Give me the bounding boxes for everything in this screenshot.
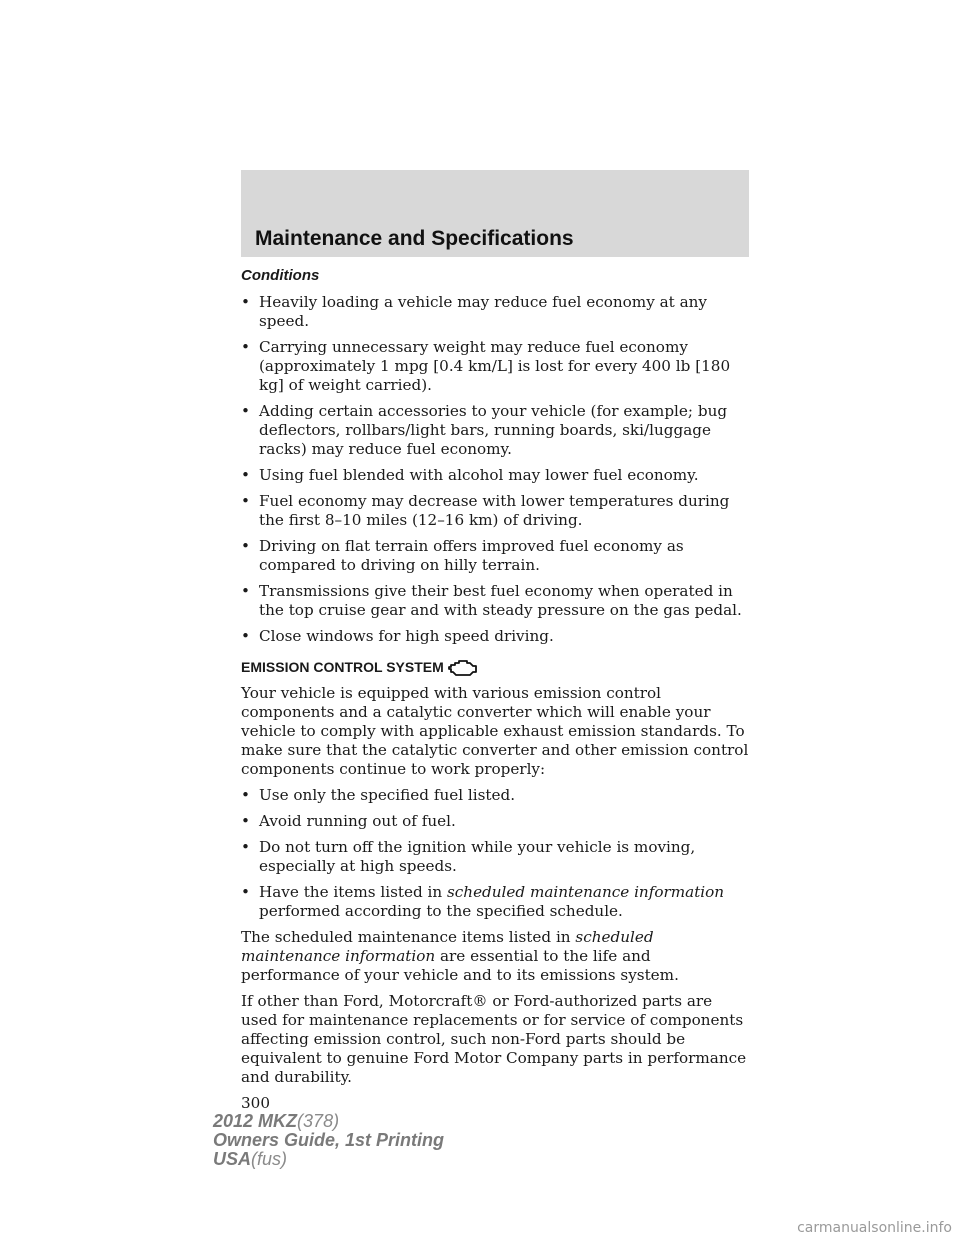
- bullet-icon: •: [241, 293, 250, 311]
- conditions-list: [241, 293, 751, 646]
- page-number: 300: [241, 1094, 270, 1112]
- print-footer: 2012 MKZ(378) Owners Guide, 1st Printing USA(fus): [213, 1111, 445, 1169]
- bullet-icon: •: [241, 402, 250, 420]
- list-item: • Use only the specified fuel listed.: [241, 786, 516, 804]
- conditions-heading: Conditions: [241, 267, 320, 284]
- emission-list: [241, 786, 751, 921]
- bullet-icon: •: [241, 537, 250, 555]
- emission-intro: Your vehicle is equipped with various emission control components and a catalytic converter which will enable your vehicle to comply with applicable exhaust emission standards. To make sure that the catalytic converter and other emission control components continue to work properly:: [241, 684, 749, 778]
- emission-heading: EMISSION CONTROL SYSTEM: [241, 658, 751, 677]
- bullet-icon: •: [241, 883, 250, 901]
- bullet-icon: •: [241, 627, 250, 645]
- list-item: • Driving on flat terrain offers improved fuel economy as compared to driving on hilly terrain.: [241, 537, 684, 574]
- list-item: • Using fuel blended with alcohol may lower fuel economy.: [241, 466, 699, 484]
- section-title: Maintenance and Specifications: [255, 227, 574, 250]
- emission-paragraph: The scheduled maintenance items listed in scheduled maintenance information are essential to the life and performance of your vehicle and to its emissions system.: [241, 928, 679, 984]
- bullet-icon: •: [241, 786, 250, 804]
- page-content: [241, 266, 751, 1113]
- section-header: [241, 170, 749, 257]
- bullet-icon: •: [241, 338, 250, 356]
- list-item: • Fuel economy may decrease with lower temperatures during the first 8–10 miles (12–16 km) of driving.: [241, 492, 730, 529]
- check-engine-icon: [447, 659, 479, 677]
- emission-paragraph-parts: If other than Ford, Motorcraft® or Ford-authorized parts are used for maintenance replacements or for service of components affecting emission control, such non-Ford parts should be equivalent to genuine Ford Motor Company parts in performance and durability.: [241, 992, 747, 1086]
- reference-link: scheduled maintenance information: [241, 928, 654, 965]
- watermark: carmanualsonline.info: [797, 1220, 952, 1236]
- list-item: • Have the items listed in scheduled maintenance information performed according to the specified schedule.: [241, 883, 725, 920]
- reference-link: scheduled maintenance information: [446, 883, 725, 901]
- list-item: • Carrying unnecessary weight may reduce fuel economy (approximately 1 mpg [0.4 km/L] is lost for every 400 lb [180 kg] of weight carried).: [241, 338, 731, 394]
- bullet-icon: •: [241, 492, 250, 510]
- list-item: • Transmissions give their best fuel economy when operated in the top cruise gear and with steady pressure on the gas pedal.: [241, 582, 742, 619]
- list-item: • Close windows for high speed driving.: [241, 627, 554, 645]
- list-item: • Heavily loading a vehicle may reduce fuel economy at any speed.: [241, 293, 708, 330]
- bullet-icon: •: [241, 466, 250, 484]
- bullet-icon: •: [241, 582, 250, 600]
- list-item: • Avoid running out of fuel.: [241, 812, 456, 830]
- bullet-icon: •: [241, 812, 250, 830]
- bullet-icon: •: [241, 838, 250, 856]
- list-item: • Adding certain accessories to your vehicle (for example; bug deflectors, rollbars/light bars, running boards, ski/luggage racks) may reduce fuel economy.: [241, 402, 728, 458]
- list-item: • Do not turn off the ignition while your vehicle is moving, especially at high speeds.: [241, 838, 696, 875]
